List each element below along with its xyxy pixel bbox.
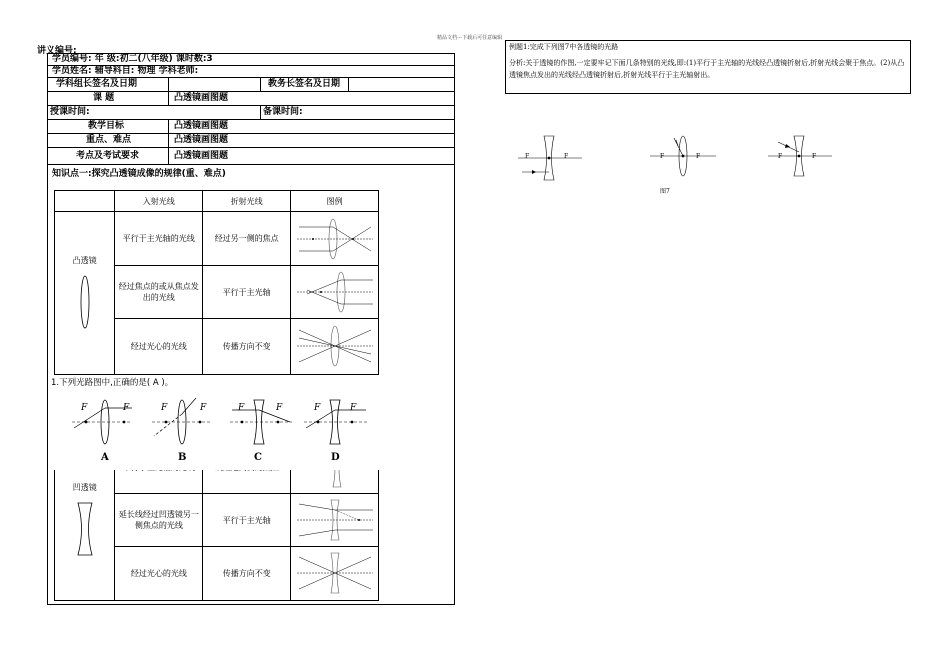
- convex-center-diagram: [291, 319, 379, 375]
- focus-label: F: [238, 403, 245, 413]
- focus-label: F: [812, 153, 817, 160]
- focus-label: F: [123, 403, 130, 413]
- page-header-note: 精品文档---下载后可任意编辑: [437, 35, 503, 41]
- concave-lens-table: 凹透镜 延长线经过凹透镜另一侧焦点的光线 平行于主光轴 经过光心的光线 传播方向不变: [54, 440, 379, 601]
- convex-lens-cell: 凸透镜: [55, 212, 115, 375]
- focus-label: F: [276, 403, 283, 413]
- focus-label: F: [778, 153, 783, 160]
- question-options: [50, 392, 380, 470]
- info-row-signatures: [48, 78, 454, 92]
- info-row-student-name: 学员姓名: 辅导科目: 物理 学科老师:: [48, 66, 454, 78]
- topic-value: 凸透镜画图题: [174, 93, 229, 103]
- focus-label: F: [525, 153, 530, 160]
- figure-7-diagrams: [510, 132, 840, 182]
- info-row-exam: 考点及考试要求 凸透镜画图题: [48, 148, 454, 165]
- focus-label: F: [696, 153, 701, 160]
- example-analysis: 分析:关于透镜的作图,一定要牢记下面几条特别的光线,即:(1)平行于主光轴的光线经凸透镜折射后,折射光线会聚于焦点。(2)从凸透镜焦点发出的光线经凸透镜折射后,折射光线平行于主光轴射出。: [509, 59, 905, 79]
- knowledge-point-title: 知识点一:探究凸透镜成像的规律(重、难点): [52, 169, 226, 179]
- info-row-topic: 课 题 凸透镜画图题: [48, 92, 454, 106]
- info-row-student-id: 学员编号: 年 级:初二(八年级) 课时数:3: [48, 54, 454, 66]
- focus-label: F: [350, 403, 357, 413]
- example-box: [505, 40, 911, 94]
- convex-focus-diagram: [291, 266, 379, 319]
- header-incident: 入射光线: [115, 191, 203, 212]
- info-row-goal: 教学目标 凸透镜画图题: [48, 120, 454, 134]
- concave-focus-diagram: [291, 494, 379, 547]
- focus-label: F: [564, 153, 569, 160]
- label-group-leader-sign: 学科组长签名及日期: [56, 79, 138, 89]
- header-diagram: 图例: [291, 191, 379, 212]
- focus-label: F: [161, 403, 168, 413]
- concave-lens-icon: [76, 501, 94, 557]
- info-row-key: 重点、难点 凸透镜画图题: [48, 134, 454, 148]
- question-text: 1.下列光路图中,正确的是( A )。: [51, 378, 174, 388]
- doc-title: 讲义编号:: [37, 46, 77, 56]
- convex-lens-icon: [78, 274, 92, 330]
- figure-7-caption: 图7: [660, 188, 670, 195]
- option-a-label: A: [101, 452, 109, 463]
- option-b-label: B: [178, 452, 187, 463]
- focus-label: F: [314, 403, 321, 413]
- convex-parallel-diagram: [291, 212, 379, 266]
- header-refracted: 折射光线: [203, 191, 291, 212]
- info-row-time: 授课时间: 备课时间:: [48, 106, 454, 120]
- focus-label: F: [200, 403, 207, 413]
- option-d-label: D: [331, 452, 340, 463]
- convex-lens-table: 入射光线 折射光线 图例 凸透镜 平行于主光轴的光线 经过另一侧的焦点 经过焦点的或从焦点发出的光线 平行于主光轴 经过光心的光线 传播方向不变: [54, 190, 379, 375]
- example-title: 例题1:完成下列图7中各透镜的光路: [509, 43, 619, 51]
- concave-lens-cell: 凹透镜: [55, 441, 115, 601]
- concave-center-diagram: [291, 547, 379, 601]
- label-dean-sign: 教务长签名及日期: [268, 79, 341, 89]
- option-c-label: C: [254, 452, 262, 463]
- focus-label: F: [81, 403, 88, 413]
- focus-label: F: [660, 153, 665, 160]
